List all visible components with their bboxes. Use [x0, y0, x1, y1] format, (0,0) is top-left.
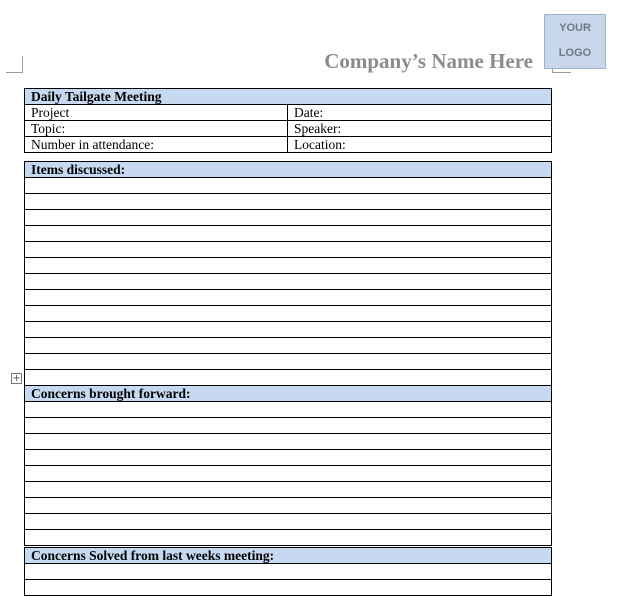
table-row	[25, 210, 552, 226]
table-row	[25, 418, 552, 434]
margin-corner-mark-left	[6, 56, 23, 73]
table-row	[25, 105, 552, 121]
table-row	[25, 434, 552, 450]
concerns-forward-header[interactable]: Concerns brought forward:	[25, 386, 552, 402]
text-cursor	[551, 500, 552, 515]
blank-line-cell[interactable]	[25, 322, 552, 338]
speaker-cell[interactable]: Speaker:	[288, 121, 552, 137]
table-row	[25, 121, 552, 137]
concerns-solved-table	[24, 547, 552, 596]
blank-line-cell[interactable]	[25, 450, 552, 466]
table-row	[25, 530, 552, 546]
concerns-solved-header-row	[25, 548, 552, 564]
blank-line-cell[interactable]	[25, 402, 552, 418]
table-row	[25, 258, 552, 274]
table-row	[25, 178, 552, 194]
meeting-info-table	[24, 88, 552, 153]
project-cell[interactable]: Project	[25, 105, 288, 121]
company-name[interactable]: Company’s Name Here	[324, 49, 533, 73]
table-row	[25, 274, 552, 290]
blank-line-cell[interactable]	[25, 274, 552, 290]
logo-placeholder[interactable]	[544, 14, 606, 69]
table-row	[25, 498, 552, 514]
blank-line-cell[interactable]	[25, 434, 552, 450]
table-row	[25, 290, 552, 306]
blank-line-cell[interactable]	[25, 258, 552, 274]
attendance-cell[interactable]: Number in attendance:	[25, 137, 288, 153]
blank-line-cell[interactable]	[25, 498, 552, 514]
table-row	[25, 564, 552, 580]
table-row	[25, 226, 552, 242]
table-row	[25, 322, 552, 338]
table-row	[25, 242, 552, 258]
blank-line-cell[interactable]	[25, 242, 552, 258]
blank-line-cell[interactable]	[25, 178, 552, 194]
move-handle-icon[interactable]: +	[12, 373, 21, 384]
table-row	[25, 137, 552, 153]
blank-line-cell[interactable]	[25, 370, 552, 386]
discussion-table	[24, 161, 552, 546]
table-row	[25, 354, 552, 370]
blank-line-cell[interactable]	[25, 226, 552, 242]
concerns-solved-header[interactable]: Concerns Solved from last weeks meeting:	[25, 548, 552, 564]
table-row	[25, 580, 552, 596]
location-cell[interactable]: Location:	[288, 137, 552, 153]
blank-line-cell[interactable]	[25, 466, 552, 482]
meeting-title-row	[25, 89, 552, 105]
topic-cell[interactable]: Topic:	[25, 121, 288, 137]
table-row	[25, 338, 552, 354]
items-discussed-header[interactable]: Items discussed:	[25, 162, 552, 178]
date-cell[interactable]: Date:	[288, 105, 552, 121]
logo-text-line1: YOUR	[559, 22, 591, 34]
logo-text-line2: LOGO	[558, 47, 592, 59]
table-row	[25, 194, 552, 210]
blank-line-cell[interactable]	[25, 354, 552, 370]
table-row	[25, 450, 552, 466]
blank-line-cell[interactable]	[25, 418, 552, 434]
blank-line-cell[interactable]	[25, 290, 552, 306]
table-row	[25, 370, 552, 386]
blank-line-cell[interactable]	[25, 530, 552, 546]
blank-line-cell[interactable]	[25, 514, 552, 530]
blank-line-cell[interactable]	[25, 482, 552, 498]
blank-line-cell[interactable]	[25, 194, 552, 210]
table-row	[25, 306, 552, 322]
blank-line-cell[interactable]	[25, 338, 552, 354]
blank-line-cell[interactable]	[25, 564, 552, 580]
table-row	[25, 466, 552, 482]
blank-line-cell[interactable]	[25, 210, 552, 226]
table-row	[25, 402, 552, 418]
blank-line-cell[interactable]	[25, 306, 552, 322]
blank-line-cell[interactable]	[25, 580, 552, 596]
table-row	[25, 482, 552, 498]
table-row	[25, 514, 552, 530]
concerns-forward-header-row	[25, 386, 552, 402]
items-discussed-header-row	[25, 162, 552, 178]
meeting-title[interactable]: Daily Tailgate Meeting	[25, 89, 552, 105]
